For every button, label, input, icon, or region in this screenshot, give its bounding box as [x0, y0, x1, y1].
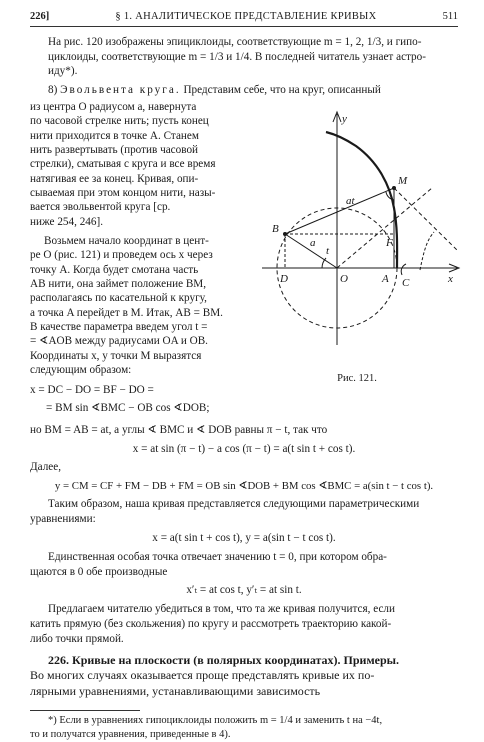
para5-line: Предлагаем читателю убедиться в том, что та же кривая получится, если — [48, 603, 395, 616]
figure-121 — [252, 100, 462, 418]
footnote — [30, 714, 458, 742]
item8-line: по часовой стрелке нить; пусть конец — [30, 115, 209, 128]
label-t: t — [326, 244, 330, 257]
para4-line: щаются в 0 обе производные — [30, 565, 168, 578]
rolling-line-paragraph — [30, 602, 458, 646]
para3-line: уравнениями: — [30, 513, 96, 526]
point-B — [283, 232, 287, 236]
item8-line: натягивая ее за конец. Кривая, опи- — [30, 172, 199, 185]
label-a: a — [310, 236, 316, 249]
footnote-line: *) Если в уравнениях гипоциклоиды положить m = 1/4 и заменить t на −4t, — [48, 714, 383, 726]
intro-line: циклоиды, соответствующие m = 1/3 и 1/4. В последней читатель узнает астро- — [48, 50, 426, 63]
footnote-rule — [30, 710, 140, 711]
figure-caption: Рис. 121. — [337, 372, 377, 384]
curve-cusp-mark — [401, 264, 406, 275]
further-label: Далее, — [30, 461, 62, 474]
equation-y: y = CM = CF + FM − DB + FM = OB sin ∢DOB + BM cos ∢BMC = a(sin t − t cos t). — [54, 480, 434, 493]
label-x: x — [448, 272, 453, 285]
item8-first-text: Представим себе, что на круг, описанный — [183, 84, 381, 97]
header-title: § 1. АНАЛИТИЧЕСКОЕ ПРЕДСТАВЛЕНИЕ КРИВЫХ — [115, 11, 377, 22]
item8-line: нить развертывать (против часовой — [30, 143, 199, 156]
section-226-line: Во многих случаях оказывается проще представлять кривые их по- — [30, 668, 375, 683]
label-O: O — [340, 272, 348, 285]
but-line: но BM = AB = at, а углы ∢ BMC и ∢ DOB равны π − t, так что — [30, 423, 328, 436]
tangent-BM — [285, 188, 394, 234]
item8-title: Эвольвента круга. — [60, 84, 181, 97]
section-226-line: лярными уравнениями, устанавливающими зависимость — [30, 684, 321, 699]
text-and-figure — [30, 100, 458, 418]
label-F: F — [386, 236, 393, 249]
item8-line: вается эвольвентой круга [ср. — [30, 201, 171, 214]
header-section-number: 226] — [30, 11, 50, 22]
para2-line: располагаясь по касательной к кругу, — [30, 292, 207, 305]
item8-line: ниже 254, 246]. — [30, 215, 103, 228]
label-at: at — [346, 194, 355, 207]
para2-line: Координаты x, y точки M выразятся — [30, 349, 202, 362]
para2-line: точку A. Когда будет смотана часть — [30, 263, 199, 276]
equation-x-final: x = at sin (π − t) − a cos (π − t) = a(t sin t + cos t). — [132, 442, 356, 455]
dashed-ray-2 — [394, 188, 457, 250]
para3-line: Таким образом, наша кривая представляется следующими параметрическими — [48, 498, 420, 511]
label-B: B — [272, 222, 279, 235]
label-A: A — [382, 272, 389, 285]
para5-line: катить прямую (без скольжения) по кругу и рассмотреть траекторию какой- — [30, 617, 392, 630]
equation-parametric: x = a(t sin t + cos t), y = a(sin t − t cos t). — [152, 532, 336, 545]
item8-number: 8) — [48, 84, 58, 97]
intro-line: иду*). — [48, 65, 78, 78]
section-226-title: 226. Кривые на плоскости (в полярных координатах). Примеры. — [48, 652, 400, 667]
param-intro-paragraph — [30, 497, 458, 527]
item8-line: стрелки), сматывая с круга и все время — [30, 158, 216, 171]
item8-line: сываемая при этом концом нити, назы- — [30, 186, 216, 199]
item8-first-line — [30, 83, 458, 98]
footnote-line: то и получатся уравнения, приведенные в 4). — [30, 728, 231, 740]
label-y: y — [342, 112, 347, 125]
label-C: C — [402, 276, 410, 289]
intro-paragraph — [30, 35, 458, 79]
equation-x-step1: x = DC − DO = BF − DO = — [30, 384, 154, 397]
para2-line: = ∢AOB между радиусами OA и OB. — [30, 335, 208, 348]
para2-line: В качестве параметра введем угол t = — [30, 320, 208, 333]
dashed-arc-right — [420, 232, 434, 270]
item8-line: из центра O радиусом a, навернута — [30, 100, 197, 113]
para2-line: а точка A перейдет в M. Итак, AB = BM. — [30, 306, 223, 319]
running-header — [30, 10, 458, 27]
left-text-column — [30, 100, 244, 418]
para2-line: Возьмем начало координат в цент- — [44, 234, 209, 247]
intro-line: На рис. 120 изображены эпициклоиды, соответствующие m = 1, 2, 1/3, и гипо- — [48, 35, 422, 48]
page-number: 511 — [442, 11, 458, 22]
point-M — [392, 186, 396, 190]
equation-x-step2: = BM sin ∢BMC − OB cos ∢DOB; — [46, 401, 210, 414]
para2-line: AB нити, она займет положение BM, — [30, 277, 207, 290]
equation-derivatives: x′ₜ = at cos t, y′ₜ = at sin t. — [186, 584, 302, 597]
para5-line: либо точки прямой. — [30, 632, 124, 645]
item8-line: нити приходится в точке A. Станем — [30, 129, 199, 142]
label-M: M — [398, 174, 408, 187]
involute-diagram — [252, 100, 462, 370]
para2-line: следующим образом: — [30, 363, 132, 376]
label-D: D — [280, 272, 288, 285]
para2-line: ре O (рис. 121) и проведем ось x через — [30, 249, 213, 262]
singular-point-paragraph — [30, 550, 458, 580]
para4-line: Единственная особая точка отвечает значению t = 0, при котором обра- — [48, 550, 387, 563]
